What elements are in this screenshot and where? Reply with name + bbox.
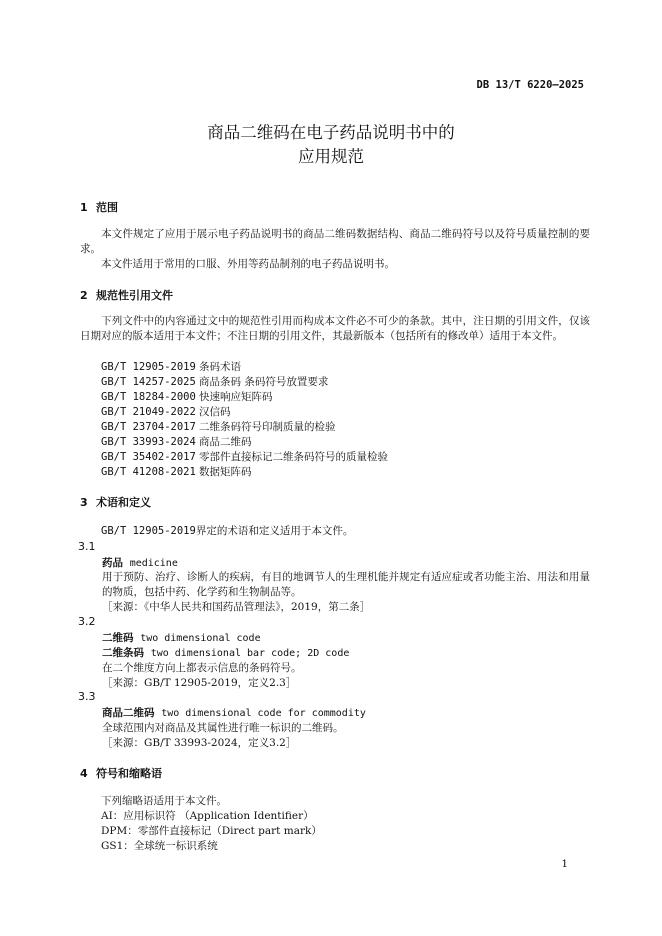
reference-name: 数据矩阵码	[199, 466, 252, 478]
document-code: DB 13/T 6220—2025	[476, 79, 584, 91]
reference-item	[101, 464, 252, 479]
document-title-line-2: 应用规范	[298, 147, 364, 166]
section-title: 符号和缩略语	[96, 767, 162, 780]
reference-item	[101, 404, 231, 419]
section-3-heading	[80, 494, 151, 510]
term-number: 3.3	[78, 690, 96, 703]
term-english: two dimensional bar code; 2D code	[150, 648, 350, 659]
intro-text: GB/T 12905-2019界定的术语和定义适用于本文件。	[101, 525, 354, 537]
reference-name: 零部件直接标记二维条码符号的质量检验	[199, 451, 388, 463]
section-3-intro	[101, 523, 353, 538]
term-definition	[102, 570, 590, 600]
source-text: ［来源：《中华人民共和国药品管理法》，2019，第二条］	[102, 601, 371, 613]
section-title: 规范性引用文件	[96, 289, 173, 302]
term-heading-alt	[102, 645, 349, 660]
term-chinese: 二维码	[102, 632, 134, 644]
section-4-heading	[80, 765, 162, 781]
section-1-paragraph-2	[80, 257, 590, 272]
term-source	[102, 599, 370, 614]
source-text: ［来源：GB/T 12905-2019，定义2.3］	[102, 677, 297, 689]
reference-item	[101, 419, 336, 434]
reference-item	[101, 449, 388, 464]
section-1-heading	[80, 199, 118, 215]
paragraph-text: 本文件适用于常用的口服、外用等药品制剂的电子药品说明书。	[101, 258, 395, 270]
document-title-line-1: 商品二维码在电子药品说明书中的	[207, 123, 455, 142]
term-number: 3.2	[78, 615, 96, 628]
term-definition	[102, 720, 344, 735]
reference-code: GB/T 33993-2024	[101, 436, 196, 448]
abbreviation-item: DPM：零部件直接标记（Direct part mark）	[101, 825, 322, 837]
section-number: 1	[80, 201, 88, 214]
reference-code: GB/T 23704-2017	[101, 421, 196, 433]
paragraph-text: 下列文件中的内容通过文中的规范性引用而构成本文件必不可少的条款。其中，注日期的引用文件，仅该日期对应的版本适用于本文件；不注日期的引用文件，其最新版本（包括所有的修改单）适用于本文件。	[80, 315, 590, 342]
section-number: 2	[80, 289, 88, 302]
term-english: two dimensional code for commodity	[161, 708, 366, 719]
reference-name: 条码术语	[199, 361, 241, 373]
reference-item	[101, 374, 328, 389]
term-definition	[102, 660, 302, 675]
section-number: 3	[80, 496, 88, 509]
reference-code: GB/T 21049-2022	[101, 406, 196, 418]
section-1-paragraph-1	[80, 227, 590, 257]
page-number: 1	[561, 858, 568, 870]
reference-name: 商品条码 条码符号放置要求	[199, 376, 329, 388]
term-heading	[102, 630, 261, 645]
reference-code: GB/T 35402-2017	[101, 451, 196, 463]
section-title: 范围	[96, 201, 118, 214]
section-title: 术语和定义	[96, 496, 151, 509]
definition-text: 在二个维度方向上都表示信息的条码符号。	[102, 662, 302, 674]
section-2-paragraph	[80, 314, 590, 344]
definition-text: 用于预防、治疗、诊断人的疾病，有目的地调节人的生理机能并规定有适应症或者功能主治、用法和用量的物质，包括中药、化学药和生物制品等。	[102, 571, 590, 598]
reference-item	[101, 434, 252, 449]
reference-item	[101, 389, 273, 404]
reference-code: GB/T 18284-2000	[101, 391, 196, 403]
reference-code: GB/T 41208-2021	[101, 466, 196, 478]
term-source	[102, 675, 296, 690]
paragraph-text: 本文件规定了应用于展示电子药品说明书的商品二维码数据结构、商品二维码符号以及符号质量控制的要求。	[80, 228, 590, 255]
reference-item	[101, 359, 241, 374]
section-number: 4	[80, 767, 88, 780]
section-2-heading	[80, 287, 173, 303]
term-chinese: 二维条码	[102, 647, 144, 659]
abbreviation-item: GS1：全球统一标识系统	[101, 840, 218, 852]
definition-text: 全球范围内对商品及其属性进行唯一标识的二维码。	[102, 722, 344, 734]
section-4-intro: 下列缩略语适用于本文件。	[101, 795, 227, 807]
reference-code: GB/T 12905-2019	[101, 361, 196, 373]
term-english: medicine	[129, 558, 178, 569]
term-heading	[102, 555, 178, 570]
term-number: 3.1	[78, 540, 96, 553]
reference-name: 汉信码	[199, 406, 231, 418]
term-chinese: 药品	[102, 557, 123, 569]
abbreviation-item: AI：应用标识符 （Application Identifier）	[101, 810, 314, 822]
reference-name: 二维条码符号印制质量的检验	[199, 421, 336, 433]
source-text: ［来源：GB/T 33993-2024，定义3.2］	[102, 737, 297, 749]
reference-code: GB/T 14257-2025	[101, 376, 196, 388]
reference-name: 商品二维码	[199, 436, 252, 448]
term-english: two dimensional code	[140, 633, 261, 644]
term-heading	[102, 705, 366, 720]
term-chinese: 商品二维码	[102, 707, 155, 719]
reference-name: 快速响应矩阵码	[199, 391, 273, 403]
term-source	[102, 735, 296, 750]
